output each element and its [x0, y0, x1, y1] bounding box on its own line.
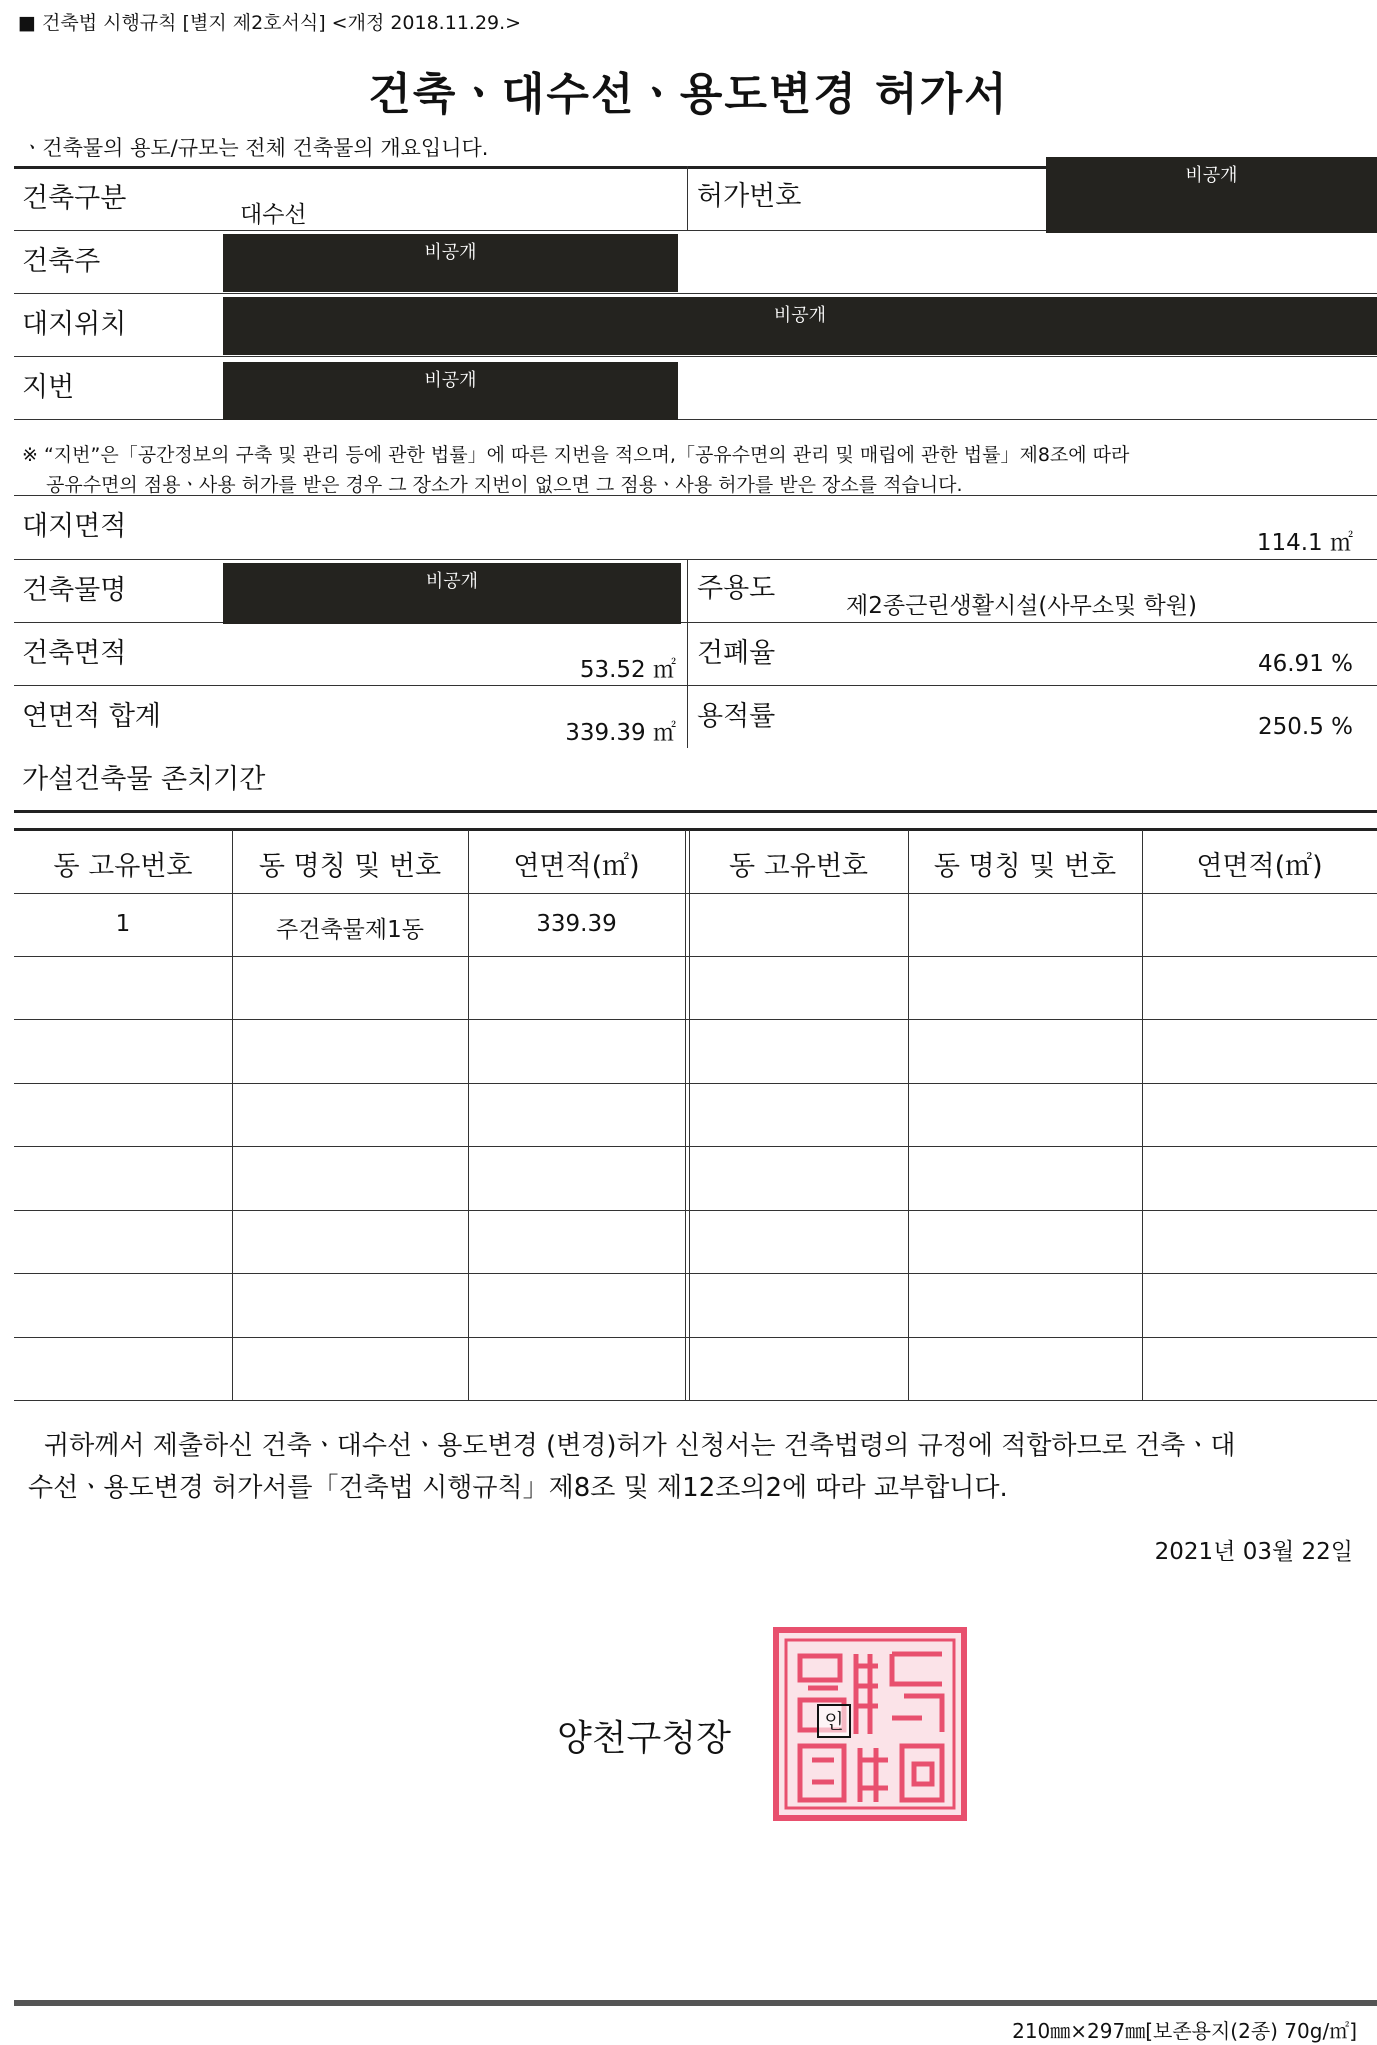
- building-type-value: 대수선: [240, 202, 307, 228]
- permit-number-label: 허가번호: [697, 181, 802, 212]
- table-header-building-id: 동 고유번호: [53, 851, 193, 882]
- coverage-ratio-value: 46.91 %: [1257, 651, 1353, 677]
- permit-number-redacted: 비공개: [1046, 157, 1377, 233]
- lot-number-redacted: 비공개: [223, 362, 678, 420]
- main-use-label: 주용도: [697, 573, 776, 604]
- table-col-border: [908, 830, 909, 1401]
- table-col-border: [1142, 830, 1143, 1401]
- coverage-ratio-label: 건폐율: [697, 638, 776, 669]
- divider: [14, 419, 1377, 420]
- issue-date: 2021년 03월 22일: [1154, 1539, 1353, 1565]
- table-row-border: [14, 956, 1377, 957]
- scope-note: ㆍ건축물의 용도/규모는 전체 건축물의 개요입니다.: [22, 136, 489, 160]
- main-use-value: 제2종근린생활시설(사무소및 학원): [846, 593, 1197, 619]
- floor-area-ratio-value: 250.5 %: [1257, 714, 1353, 740]
- table-cell-floor-area: 339.39: [536, 911, 617, 937]
- table-row-border: [14, 1146, 1377, 1147]
- certification-text-line-1: 귀하께서 제출하신 건축ㆍ대수선ㆍ용도변경 (변경)허가 신청서는 건축법령의 규정에 적합하므로 건축ㆍ대: [44, 1431, 1236, 1461]
- building-name-redacted: 비공개: [223, 563, 681, 624]
- table-row-border: [14, 1083, 1377, 1084]
- table-row-border: [14, 1019, 1377, 1020]
- total-floor-area-label: 연면적 합계: [22, 701, 161, 732]
- divider: [14, 356, 1377, 357]
- lot-note-line-2: 공유수면의 점용ㆍ사용 허가를 받은 경우 그 장소가 지번이 없으면 그 점용ㆍ사용 허가를 받은 장소를 적습니다.: [46, 474, 963, 496]
- site-location-redacted: 비공개: [223, 297, 1377, 355]
- issuer-name: 양천구청장: [557, 1718, 731, 1759]
- paper-spec: 210㎜×297㎜[보존용지(2종) 70g/㎡]: [1012, 2019, 1357, 2043]
- divider: [14, 559, 1377, 560]
- floor-area-ratio-label: 용적률: [697, 701, 776, 732]
- table-header-floor-area: 연면적(㎡): [513, 851, 640, 882]
- table-cell-building-id: 1: [115, 911, 131, 937]
- site-area-label: 대지면적: [22, 511, 127, 542]
- divider: [14, 810, 1377, 813]
- form-reference: ■ 건축법 시행규칙 [별지 제2호서식] <개정 2018.11.29.>: [18, 12, 522, 34]
- temporary-building-period-label: 가설건축물 존치기간: [22, 764, 266, 795]
- building-area-value: 53.52 ㎡: [579, 657, 676, 683]
- table-header-border: [14, 893, 1377, 894]
- table-col-border: [685, 830, 686, 1401]
- divider: [14, 293, 1377, 294]
- seal-mark: 인: [817, 1704, 851, 1738]
- table-top-border: [14, 828, 1377, 831]
- building-type-label: 건축구분: [22, 183, 127, 214]
- table-row-border: [14, 1337, 1377, 1338]
- table-col-border: [689, 830, 690, 1401]
- divider: [14, 622, 1377, 623]
- table-bottom-border: [14, 1400, 1377, 1401]
- owner-label: 건축주: [22, 246, 101, 277]
- table-header-building-name: 동 명칭 및 번호: [258, 851, 442, 882]
- footer-divider: [14, 2000, 1377, 2006]
- certification-text-line-2: 수선ㆍ용도변경 허가서를「건축법 시행규칙」제8조 및 제12조의2에 따라 교부합니다.: [28, 1473, 1008, 1503]
- document-title: 건축ㆍ대수선ㆍ용도변경 허가서: [368, 69, 1009, 120]
- table-cell-building-name: 주건축물제1동: [276, 917, 424, 943]
- official-seal-icon: [772, 1626, 968, 1822]
- table-header-floor-area: 연면적(㎡): [1196, 851, 1323, 882]
- lot-number-label: 지번: [22, 372, 75, 403]
- table-row-border: [14, 1210, 1377, 1211]
- site-area-value: 114.1 ㎡: [1256, 530, 1353, 556]
- table-header-building-id: 동 고유번호: [729, 851, 868, 882]
- table-header-building-name: 동 명칭 및 번호: [933, 851, 1117, 882]
- divider: [14, 230, 1054, 231]
- lot-note-line-1: ※ “지번”은「공간정보의 구축 및 관리 등에 관한 법률」에 따른 지번을 적으며,「공유수면의 관리 및 매립에 관한 법률」제8조에 따라: [22, 444, 1130, 466]
- site-location-label: 대지위치: [22, 309, 127, 340]
- total-floor-area-value: 339.39 ㎡: [565, 720, 676, 746]
- building-area-label: 건축면적: [22, 638, 127, 669]
- table-row-border: [14, 1273, 1377, 1274]
- building-name-label: 건축물명: [22, 575, 127, 606]
- owner-redacted: 비공개: [223, 234, 678, 292]
- divider: [687, 559, 688, 748]
- divider: [687, 166, 688, 230]
- divider: [14, 685, 1377, 686]
